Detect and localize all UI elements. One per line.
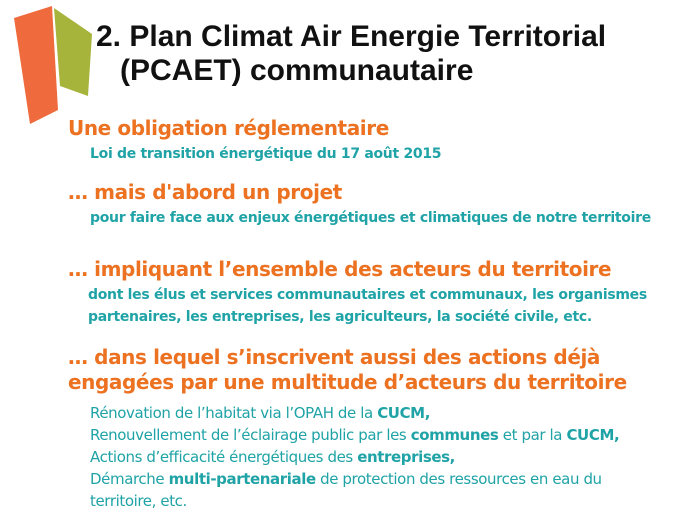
section-text-projet bbox=[90, 207, 651, 229]
list-item bbox=[90, 490, 619, 512]
text-line: dont les élus et services communautaires et communaux, les organismes bbox=[88, 287, 647, 303]
logo-green-shape bbox=[54, 8, 92, 96]
slide-title bbox=[96, 20, 606, 88]
list-item bbox=[90, 468, 619, 490]
item-emphasis: CUCM, bbox=[377, 404, 431, 422]
item-text: de protection des ressources en eau du bbox=[315, 470, 602, 488]
text-line: partenaires, les entreprises, les agriculteurs, la société civile, etc. bbox=[88, 309, 592, 325]
actions-list bbox=[90, 402, 619, 512]
section-heading-obligation bbox=[68, 116, 389, 141]
item-emphasis: CUCM, bbox=[566, 426, 620, 444]
text-line: Loi de transition énergétique du 17 août 2015 bbox=[90, 146, 442, 162]
item-text: Rénovation de l’habitat via l’OPAH de la bbox=[90, 404, 378, 422]
logo-orange-shape bbox=[14, 6, 58, 124]
heading-line: Une obligation réglementaire bbox=[68, 116, 389, 140]
heading-line: … dans lequel s’inscrivent aussi des actions déjà bbox=[68, 345, 601, 369]
title-line-2: (PCAET) communautaire bbox=[120, 54, 474, 87]
section-text-acteurs bbox=[88, 284, 647, 328]
heading-line: engagées par une multitude d’acteurs du territoire bbox=[68, 370, 627, 394]
item-emphasis: communes bbox=[410, 426, 499, 444]
logo-shapes bbox=[0, 0, 92, 128]
item-text: Démarche bbox=[90, 470, 169, 488]
item-text: et par la bbox=[498, 426, 567, 444]
heading-line: … impliquant l’ensemble des acteurs du territoire bbox=[68, 257, 612, 281]
list-item bbox=[90, 424, 619, 446]
title-line-1: 2. Plan Climat Air Energie Territorial bbox=[96, 20, 607, 53]
section-heading-acteurs bbox=[68, 257, 611, 282]
list-item bbox=[90, 446, 619, 468]
section-heading-projet bbox=[68, 180, 342, 205]
heading-line: … mais d'abord un projet bbox=[68, 180, 342, 204]
item-text: Renouvellement de l’éclairage public par les bbox=[90, 426, 411, 444]
text-line: pour faire face aux enjeux énergétiques et climatiques de notre territoire bbox=[90, 210, 651, 226]
list-item bbox=[90, 402, 619, 424]
item-emphasis: entreprises, bbox=[357, 448, 455, 466]
section-heading-actions bbox=[68, 345, 627, 395]
section-text-obligation bbox=[90, 143, 441, 165]
item-text: Actions d’efficacité énergétiques des bbox=[90, 448, 358, 466]
item-text: territoire, etc. bbox=[90, 492, 187, 510]
item-emphasis: multi-partenariale bbox=[168, 470, 316, 488]
